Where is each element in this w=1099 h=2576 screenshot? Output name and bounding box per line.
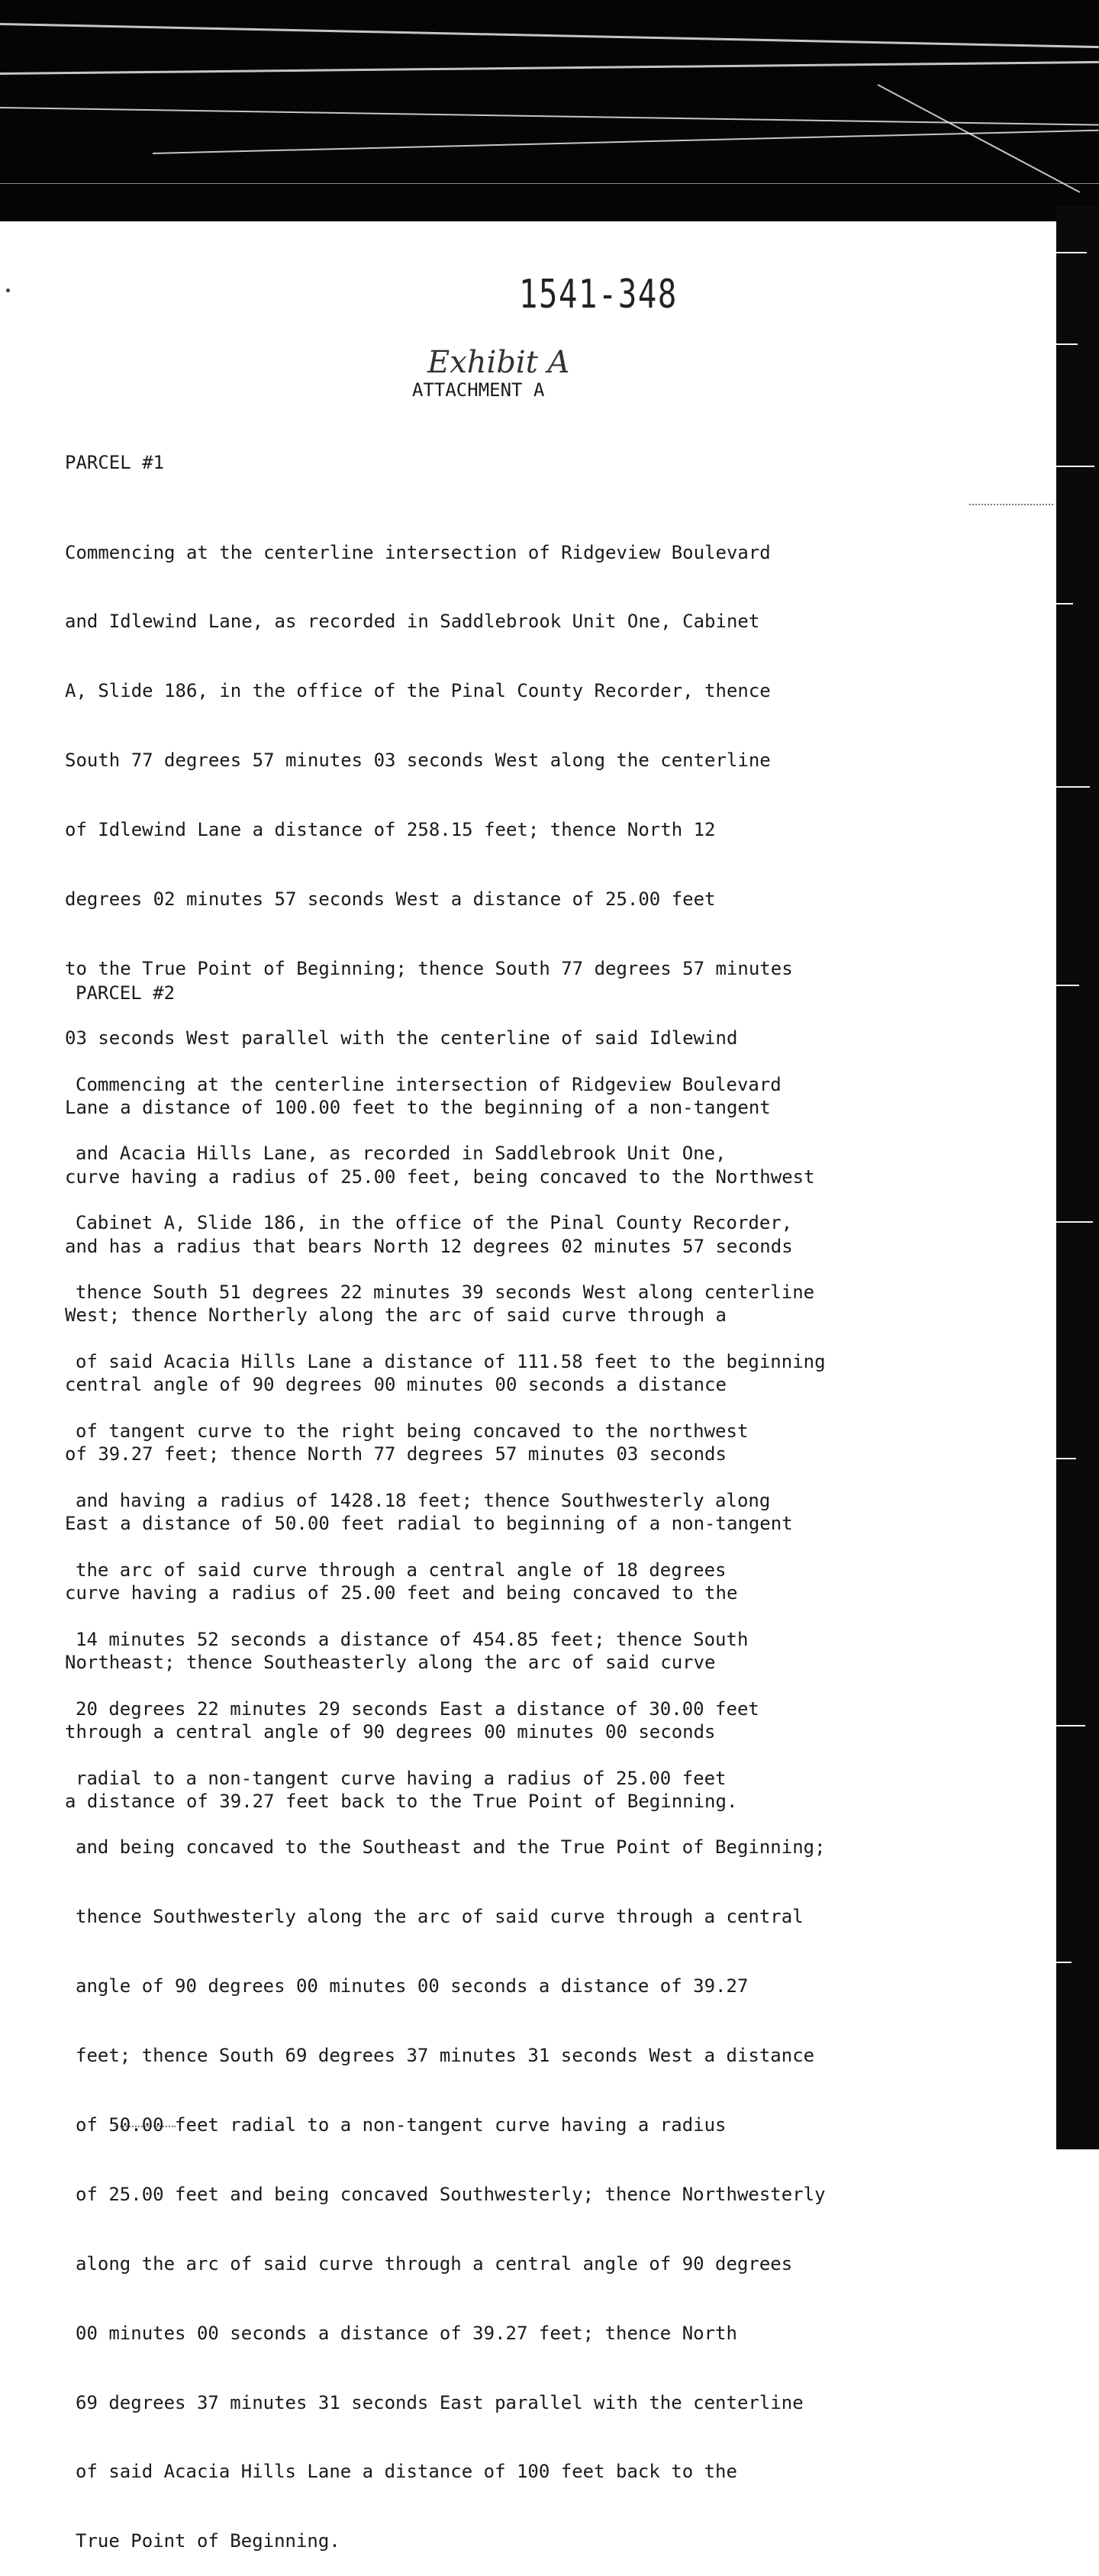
text-line: curve having a radius of 25.00 feet and being concaved to the — [65, 1581, 738, 1604]
text-line: 03 seconds West parallel with the centerline of said Idlewind — [65, 1027, 738, 1049]
text-line: Cabinet A, Slide 186, in the office of the Pinal County Recorder, — [76, 1212, 793, 1234]
text-line: Commencing at the centerline intersection of Ridgeview Boulevard — [65, 541, 771, 563]
text-line: feet; thence South 69 degrees 37 minutes 31 seconds West a distance — [76, 2045, 815, 2067]
text-line: of said Acacia Hills Lane a distance of 100 feet back to the — [76, 2461, 737, 2483]
parcel-1-title: PARCEL #1 — [65, 452, 165, 473]
text-line: and Idlewind Lane, as recorded in Saddlebrook Unit One, Cabinet — [65, 611, 760, 633]
text-line: along the arc of said curve through a central angle of 90 degrees — [76, 2252, 793, 2275]
scan-tick — [1056, 1962, 1072, 1963]
scan-tick — [1056, 343, 1078, 345]
text-line: and being concaved to the Southeast and the True Point of Beginning; — [76, 1836, 826, 1859]
text-line: through a central angle of 90 degrees 00 minutes 00 seconds — [65, 1720, 716, 1743]
scan-streak — [878, 84, 1081, 193]
text-line: 00 minutes 00 seconds a distance of 39.27 feet; thence North — [76, 2322, 737, 2344]
text-line: degrees 02 minutes 57 seconds West a distance of 25.00 feet — [65, 888, 716, 911]
scan-tick — [1056, 985, 1079, 986]
text-line: and Acacia Hills Lane, as recorded in Saddlebrook Unit One, — [76, 1143, 727, 1165]
text-line: angle of 90 degrees 00 minutes 00 seconds a distance of 39.27 — [76, 1975, 749, 1997]
text-line: of 39.27 feet; thence North 77 degrees 57 minutes 03 seconds — [65, 1443, 727, 1465]
handwritten-exhibit-label: Exhibit A — [427, 345, 570, 380]
text-line: and has a radius that bears North 12 degrees 02 minutes 57 seconds — [65, 1235, 793, 1257]
scan-tick — [1056, 1725, 1085, 1726]
text-line: a distance of 39.27 feet back to the True Point of Beginning. — [65, 1790, 738, 1812]
scan-streak — [0, 107, 1099, 126]
text-line: Commencing at the centerline intersection of Ridgeview Boulevard — [76, 1073, 782, 1095]
text-line: and having a radius of 1428.18 feet; thence Southwesterly along — [76, 1489, 771, 1511]
scan-tick — [1056, 786, 1090, 788]
text-line: to the True Point of Beginning; thence South 77 degrees 57 minutes — [65, 957, 793, 979]
scan-tick — [1056, 1221, 1093, 1223]
text-line: South 77 degrees 57 minutes 03 seconds West along the centerline — [65, 750, 771, 772]
text-line: of Idlewind Lane a distance of 258.15 feet; thence North 12 — [65, 819, 716, 841]
text-line: True Point of Beginning. — [76, 2530, 340, 2552]
text-line: Northeast; thence Southeasterly along the arc of said curve — [65, 1651, 716, 1673]
scan-speck — [6, 289, 10, 292]
scan-tick — [1056, 603, 1073, 605]
text-line: A, Slide 186, in the office of the Pinal County Recorder, thence — [65, 680, 771, 702]
text-line: of said Acacia Hills Lane a distance of 111.58 feet to the beginning — [76, 1351, 826, 1373]
text-line: 69 degrees 37 minutes 31 seconds East parallel with the centerline — [76, 2391, 804, 2413]
text-line: the arc of said curve through a central angle of 18 degrees — [76, 1559, 727, 1581]
scan-artifact-right-edge — [1056, 206, 1099, 2149]
scan-streak — [0, 183, 1099, 184]
scan-tick — [1056, 252, 1087, 253]
text-line: thence Southwesterly along the arc of said curve through a central — [76, 1906, 804, 1928]
scan-tick — [1056, 1458, 1076, 1459]
scan-dash — [969, 504, 1053, 506]
scan-artifact-top-band — [0, 0, 1099, 221]
document-heading: ATTACHMENT A — [412, 379, 545, 401]
recording-stamp-number: 1541-348 — [519, 272, 678, 318]
text-line: radial to a non-tangent curve having a radius of 25.00 feet — [76, 1767, 727, 1789]
text-line: of 25.00 feet and being concaved Southwesterly; thence Northwesterly — [76, 2183, 826, 2205]
text-line: of 50.00 feet radial to a non-tangent curve having a radius — [76, 2113, 727, 2136]
text-line: curve having a radius of 25.00 feet, being concaved to the Northwest — [65, 1165, 815, 1188]
text-line: Lane a distance of 100.00 feet to the beginning of a non-tangent — [65, 1096, 771, 1118]
text-line: 14 minutes 52 seconds a distance of 454.85 feet; thence South — [76, 1628, 749, 1650]
parcel-2-description — [76, 1027, 826, 2576]
text-line: 20 degrees 22 minutes 29 seconds East a distance of 30.00 feet — [76, 1697, 759, 1720]
text-line: of tangent curve to the right being concaved to the northwest — [76, 1420, 749, 1443]
scan-streak — [0, 61, 1099, 75]
scan-streak — [0, 23, 1099, 48]
scan-streak — [153, 130, 1099, 154]
text-line: central angle of 90 degrees 00 minutes 00 seconds a distance — [65, 1374, 727, 1396]
text-line: West; thence Northerly along the arc of said curve through a — [65, 1304, 727, 1327]
text-line: thence South 51 degrees 22 minutes 39 seconds West along centerline — [76, 1282, 815, 1304]
parcel-2-title: PARCEL #2 — [76, 982, 176, 1004]
scan-tick — [1056, 466, 1094, 467]
text-line: East a distance of 50.00 feet radial to beginning of a non-tangent — [65, 1513, 793, 1535]
